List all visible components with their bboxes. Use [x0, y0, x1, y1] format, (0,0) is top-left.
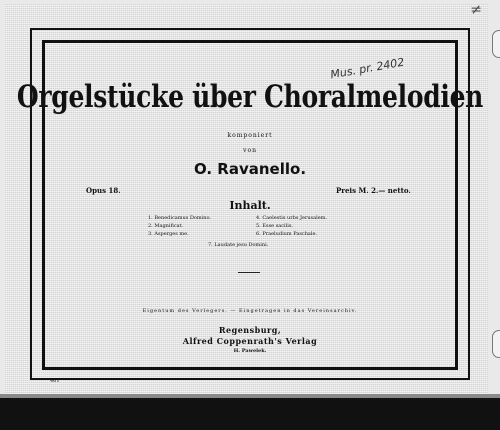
opus-number: Opus 18.	[86, 186, 121, 195]
publisher-city: Regensburg,	[218, 325, 282, 335]
rights-notice: Eigentum des Verlegers. — Eingetragen in das Vereinsarchiv.	[142, 308, 358, 314]
contents-right-column	[256, 214, 327, 238]
right-scroll-area[interactable]	[492, 30, 500, 370]
scroll-handle-bottom[interactable]	[492, 330, 500, 358]
by-label: von	[243, 147, 257, 154]
scroll-handle-top[interactable]	[492, 30, 500, 58]
price: Preis M. 2.— netto.	[336, 186, 411, 195]
list-item: 7. Laudate jesu Domini.	[208, 242, 269, 248]
list-item: 4. Caelestis urbs Jerusalem.	[256, 215, 327, 221]
page-title: Orgelstücke über Choralmelodien	[16, 78, 484, 115]
subtitle: komponiert	[227, 132, 273, 139]
ornament-rule	[238, 272, 260, 273]
list-item: 3. Asperges me.	[148, 231, 189, 237]
list-item: 2. Magnificat.	[148, 223, 184, 229]
corner-mark: ≠	[470, 2, 482, 18]
list-item: 6. Praeludium Paschale.	[256, 231, 318, 237]
scan-bottom-band	[0, 398, 500, 430]
publisher-name: Alfred Coppenrath's Verlag	[182, 336, 318, 346]
publisher-note: H. Pawelek.	[233, 348, 267, 354]
composer-name: O. Ravanello.	[193, 160, 307, 178]
contents-heading: Inhalt.	[229, 199, 271, 212]
page-number: 461	[50, 378, 60, 384]
contents-left-column	[148, 214, 211, 238]
list-item: 1. Benedicamus Domino.	[148, 215, 211, 221]
handwritten-shelfmark: Mus. pr. 2402	[329, 55, 406, 82]
list-item: 5. Esse sacilis.	[256, 223, 293, 229]
